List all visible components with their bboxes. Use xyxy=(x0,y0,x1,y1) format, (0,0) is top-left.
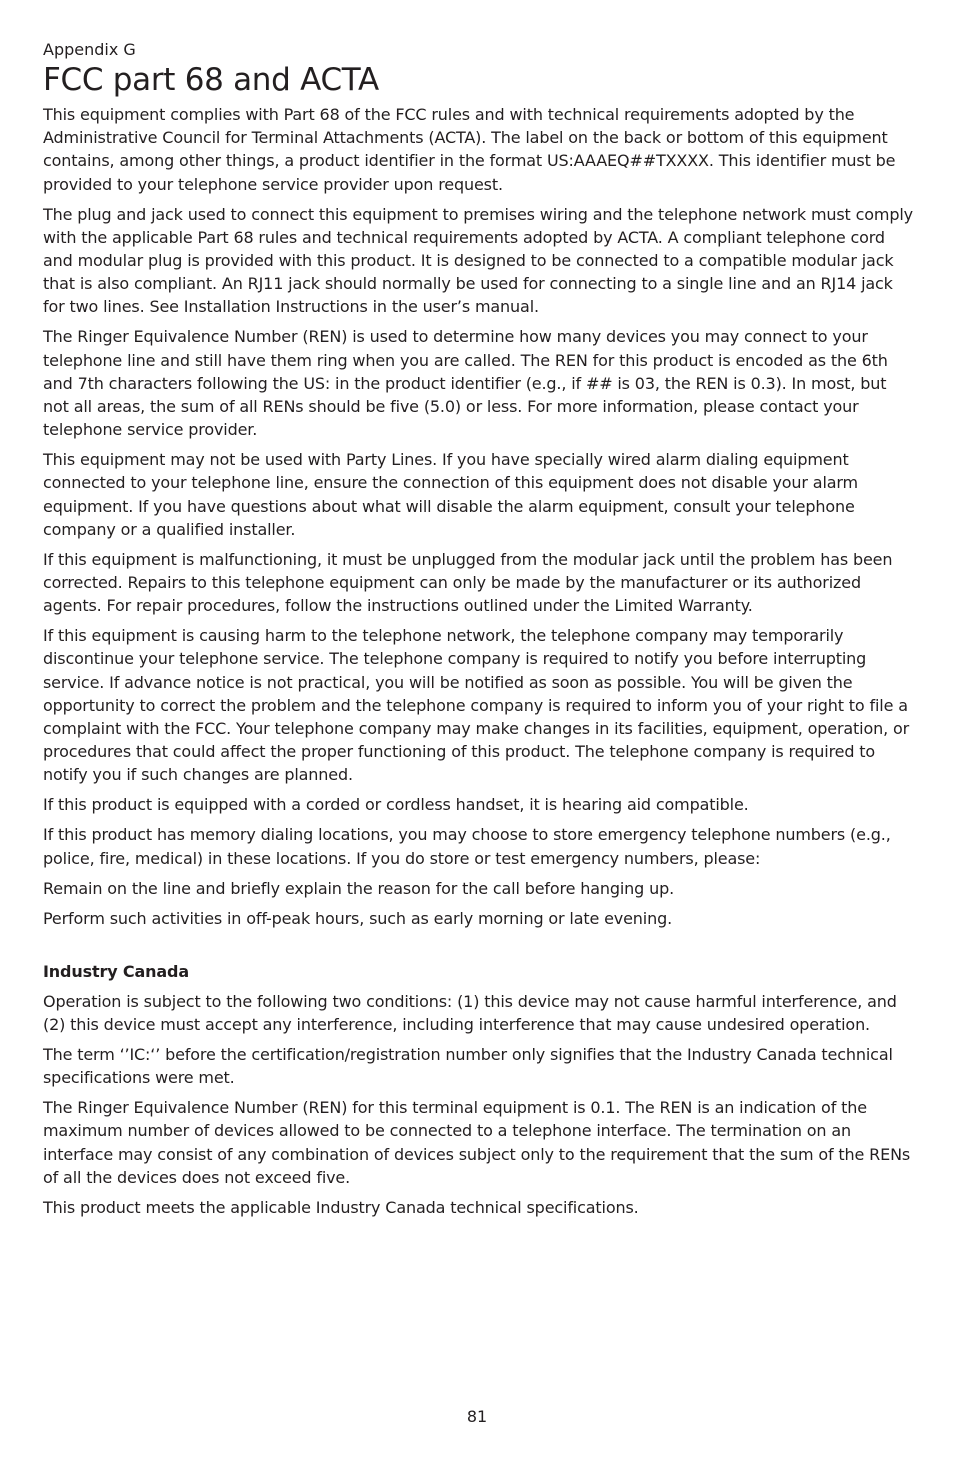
paragraph: If this product is equipped with a corded or cordless handset, it is hearing aid compatible. xyxy=(43,795,749,815)
paragraph: Operation is subject to the following two conditions: (1) this device may not cause harmful interference, and (2) this device must accept any interference, including interference that may cause undesired operation. xyxy=(43,991,897,1035)
paragraph: This product meets the applicable Industry Canada technical specifications. xyxy=(43,1197,639,1217)
document-page xyxy=(43,40,915,1226)
paragraph: The term ‘’IC:‘’ before the certification/registration number only signifies that the Industry Canada technical specifications were met. xyxy=(43,1045,893,1088)
industry-canada-section xyxy=(43,960,915,1219)
fcc-section xyxy=(43,103,915,930)
appendix-label: Appendix G xyxy=(43,40,136,59)
page-number: 81 xyxy=(466,1407,488,1426)
paragraph: The Ringer Equivalence Number (REN) for this terminal equipment is 0.1. The REN is an indication of the maximum number of devices allowed to be connected to a telephone interface. The termination on an interface may consist of any combination of devices subject only to the requirement that the sum of the RENs of all the devices does not exceed five. xyxy=(43,1098,911,1187)
paragraph: Perform such activities in off-peak hours, such as early morning or late evening. xyxy=(43,908,673,928)
section-heading: Industry Canada xyxy=(43,961,189,981)
paragraph: If this equipment is causing harm to the telephone network, the telephone company may temporarily discontinue your telephone service. The telephone company is required to notify you before interrupting service. If advance notice is not practical, you will be notified as soon as possible. You will be given the opportunity to correct the problem and the telephone company is required to inform you of your right to file a complaint with the FCC. Your telephone company may make changes in its facilities, equipment, operation, or procedures that could affect the proper functioning of this product. The telephone company is required to notify you if such changes are planned. xyxy=(43,626,910,785)
paragraph: If this product has memory dialing locations, you may choose to store emergency telephone numbers (e.g., police, fire, medical) in these locations. If you do store or test emergency numbers, please: xyxy=(43,825,891,868)
paragraph: If this equipment is malfunctioning, it must be unplugged from the modular jack until the problem has been corrected. Repairs to this telephone equipment can only be made by the manufacturer or its authorized agents. For repair procedures, follow the instructions outlined under the Limited Warranty. xyxy=(43,549,893,616)
paragraph: The plug and jack used to connect this equipment to premises wiring and the telephone network must comply with the applicable Part 68 rules and technical requirements adopted by ACTA. A compliant telephone cord and modular plug is provided with this product. It is designed to be connected to a compatible modular jack that is also compliant. An RJ11 jack should normally be used for connecting to a single line and an RJ14 jack for two lines. See Installation Instructions in the user’s manual. xyxy=(43,204,913,317)
paragraph: This equipment complies with Part 68 of the FCC rules and with technical requirements adopted by the Administrative Council for Terminal Attachments (ACTA). The label on the back or bottom of this equipment contains, among other things, a product identifier in the format US:AAAEQ##TXXXX. This identifier must be provided to your telephone service provider upon request. xyxy=(43,105,896,194)
paragraph: This equipment may not be used with Party Lines. If you have specially wired alarm dialing equipment connected to your telephone line, ensure the connection of this equipment does not disable your alarm equipment. If you have questions about what will disable the alarm equipment, consult your telephone company or a qualified installer. xyxy=(43,450,858,539)
paragraph: Remain on the line and briefly explain the reason for the call before hanging up. xyxy=(43,878,675,898)
page-title: FCC part 68 and ACTA xyxy=(43,62,379,98)
paragraph: The Ringer Equivalence Number (REN) is used to determine how many devices you may connect to your telephone line and still have them ring when you are called. The REN for this product is encoded as the 6th and 7th characters following the US: in the product identifier (e.g., if ## is 03, the REN is 0.3). In most, but not all areas, the sum of all RENs should be five (5.0) or less. For more information, please contact your telephone service provider. xyxy=(43,327,888,440)
